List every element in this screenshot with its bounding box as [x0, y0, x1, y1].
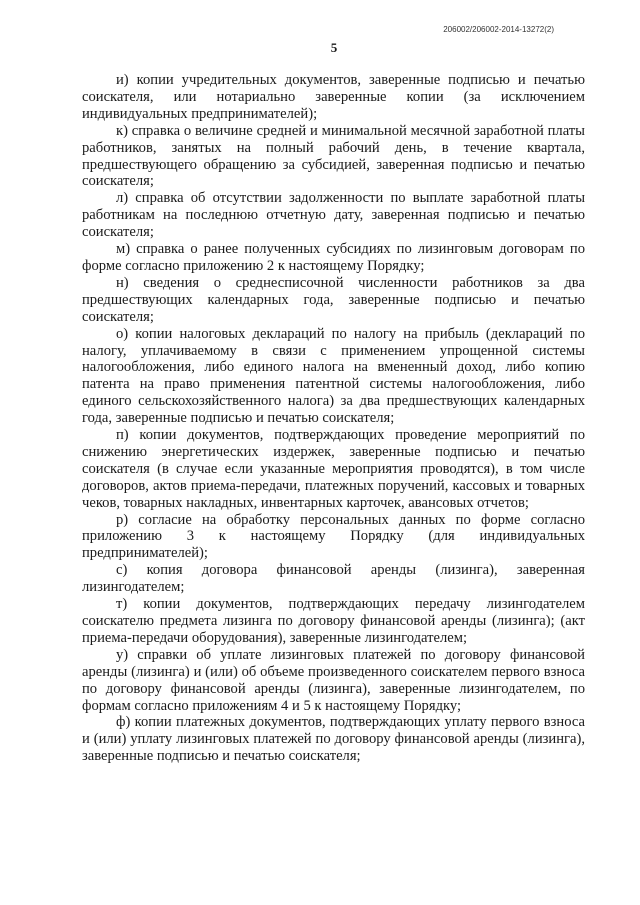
list-item-n: н) сведения о среднесписочной численности работников за два предшествующих календарных года, заверенные подписью и печатью соискателя;	[82, 274, 585, 325]
list-item-s: с) копия договора финансовой аренды (лизинга), заверенная лизингодателем;	[82, 562, 585, 596]
list-item-u: у) справки об уплате лизинговых платежей по договору финансовой аренды (лизинга) и (или) об объеме произведенного соискателем первого взноса по договору финансовой аренды (лизинга), заверенные лизингодателем, по формам согласно приложениям 4 и 5 к настоящему Порядку;	[82, 646, 585, 714]
list-item-f: ф) копии платежных документов, подтверждающих уплату первого взноса и (или) уплату лизинговых платежей по договору финансовой аренды (лизинга), заверенные подписью и печатью соискателя;	[82, 714, 585, 765]
page-number: 5	[330, 40, 338, 55]
list-item-r: р) согласие на обработку персональных данных по форме согласно приложению 3 к настоящему Порядку (для индивидуальных предпринимателей);	[82, 511, 585, 562]
document-id: 206002/206002-2014-13272(2)	[443, 25, 554, 34]
list-item-t: т) копии документов, подтверждающих передачу лизингодателем соискателю предмета лизинга по договору финансовой аренды (лизинга); (акт приема-передачи оборудования), заверенные лизингодателем;	[82, 596, 585, 646]
list-item-m: м) справка о ранее полученных субсидиях по лизинговым договорам по форме согласно приложению 2 к настоящему Порядку;	[82, 241, 585, 274]
list-item-p: п) копии документов, подтверждающих проведение мероприятий по снижению энергетических издержек, заверенные подписью и печатью соискателя (в случае если указанные мероприятия проводятся), в том числе договоров, актов приема-передачи, платежных поручений, кассовых и товарных чеков, товарных накладных, инвентарных карточек, авансовых отчетов;	[82, 427, 585, 511]
list-item-i: и) копии учредительных документов, заверенные подписью и печатью соискателя, или нотариально заверенные копии (за исключением индивидуальных предпринимателей);	[82, 72, 585, 122]
list-item-k: к) справка о величине средней и минимальной месячной заработной платы работников, занятых на полный рабочий день, в течение квартала, предшествующего обращению за субсидией, заверенная подписью и печатью соискателя;	[82, 122, 585, 190]
list-item-o: о) копии налоговых деклараций по налогу на прибыль (деклараций по налогу, уплачиваемому в связи с применением упрощенной системы налогообложения, либо единого налога на вмененный доход, либо копию патента на право применения патентной системы налогообложения, либо единого сельскохозяйственного налога) за два предшествующих календарных года, заверенные подписью и печатью соискателя;	[82, 325, 585, 427]
list-item-l: л) справка об отсутствии задолженности по выплате заработной платы работникам на последнюю отчетную дату, заверенная подписью и печатью соискателя;	[82, 190, 585, 241]
document-body	[82, 72, 585, 765]
